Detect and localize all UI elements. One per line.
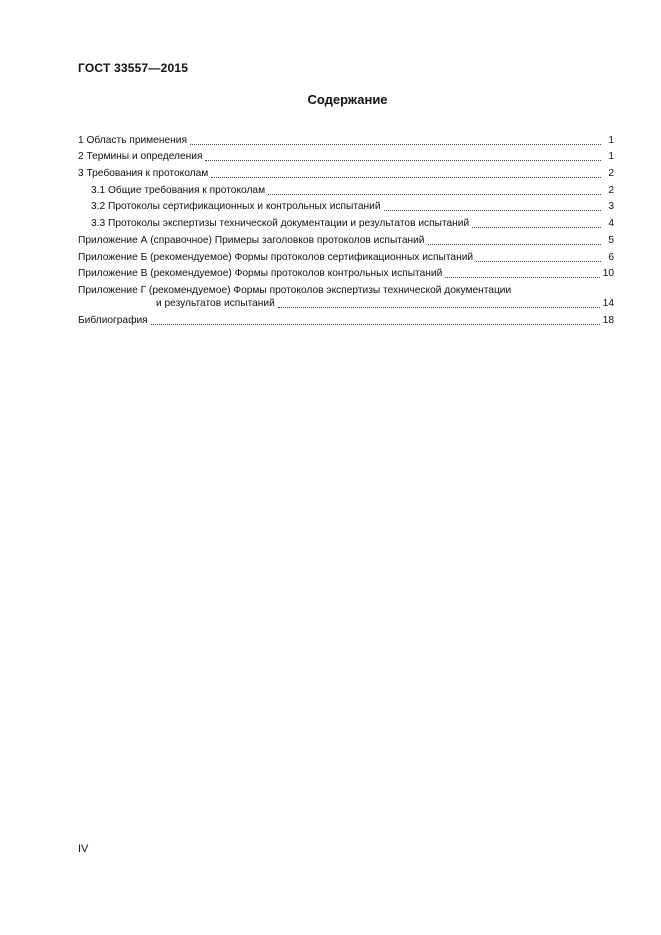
toc-entry-page: 6 bbox=[608, 251, 614, 263]
toc-entry-page: 2 bbox=[608, 184, 614, 196]
toc-leader bbox=[428, 234, 602, 245]
toc-entry-text: 1 Область применения bbox=[78, 134, 187, 146]
toc-entry-continuation bbox=[78, 297, 614, 310]
table-of-contents bbox=[78, 130, 614, 327]
toc-entry-page: 18 bbox=[602, 314, 614, 326]
toc-entry-3-2[interactable] bbox=[78, 197, 614, 214]
toc-entry-appendix-a[interactable] bbox=[78, 230, 614, 247]
toc-leader bbox=[476, 251, 601, 262]
toc-entry-text: Приложение Б (рекомендуемое) Формы протоколов сертификационных испытаний bbox=[78, 251, 474, 263]
toc-leader bbox=[278, 297, 600, 308]
toc-leader bbox=[211, 167, 601, 178]
toc-entry-page: 2 bbox=[608, 168, 614, 180]
toc-entry-page: 10 bbox=[602, 268, 614, 280]
toc-entry-text: 3 Требования к протоколам bbox=[78, 168, 209, 180]
toc-entry-page: 14 bbox=[602, 298, 614, 310]
toc-entry-2[interactable] bbox=[78, 147, 614, 164]
toc-entry-3-1[interactable] bbox=[78, 180, 614, 197]
toc-entry-text: Приложение В (рекомендуемое) Формы протоколов контрольных испытаний bbox=[78, 268, 443, 280]
toc-leader bbox=[268, 184, 601, 195]
toc-leader bbox=[190, 134, 601, 145]
toc-entry-appendix-b[interactable] bbox=[78, 247, 614, 264]
toc-entry-page: 1 bbox=[608, 151, 614, 163]
toc-entry-appendix-g[interactable] bbox=[78, 280, 614, 310]
toc-entry-page: 5 bbox=[608, 234, 614, 246]
toc-entry-text: Приложение Г (рекомендуемое) Формы протоколов экспертизы технической документации bbox=[78, 285, 512, 297]
toc-entry-text: 3.2 Протоколы сертификационных и контрольных испытаний bbox=[91, 201, 381, 213]
toc-entry-3[interactable] bbox=[78, 163, 614, 180]
toc-title: Содержание bbox=[307, 92, 388, 107]
toc-entry-page: 4 bbox=[608, 218, 614, 230]
toc-entry-appendix-v[interactable] bbox=[78, 264, 614, 281]
toc-leader bbox=[472, 217, 601, 228]
toc-entry-text-continued: и результатов испытаний bbox=[156, 298, 275, 310]
toc-entry-page: 1 bbox=[608, 134, 614, 146]
toc-entry-text: 3.3 Протоколы экспертизы технической документации и результатов испытаний bbox=[91, 218, 470, 230]
toc-leader bbox=[151, 314, 600, 325]
toc-entry-page: 3 bbox=[608, 201, 614, 213]
toc-leader bbox=[205, 150, 601, 161]
toc-entry-text: Библиография bbox=[78, 314, 148, 326]
toc-entry-text: 2 Термины и определения bbox=[78, 151, 203, 163]
toc-leader bbox=[384, 200, 601, 211]
toc-entry-1[interactable] bbox=[78, 130, 614, 147]
page-number: IV bbox=[78, 843, 89, 855]
toc-leader bbox=[445, 267, 599, 278]
toc-entry-text: 3.1 Общие требования к протоколам bbox=[91, 184, 266, 196]
toc-entry-bibliography[interactable] bbox=[78, 310, 614, 327]
toc-entry-3-3[interactable] bbox=[78, 213, 614, 230]
document-code: ГОСТ 33557—2015 bbox=[78, 61, 189, 75]
toc-entry-text: Приложение А (справочное) Примеры заголовков протоколов испытаний bbox=[78, 234, 425, 246]
